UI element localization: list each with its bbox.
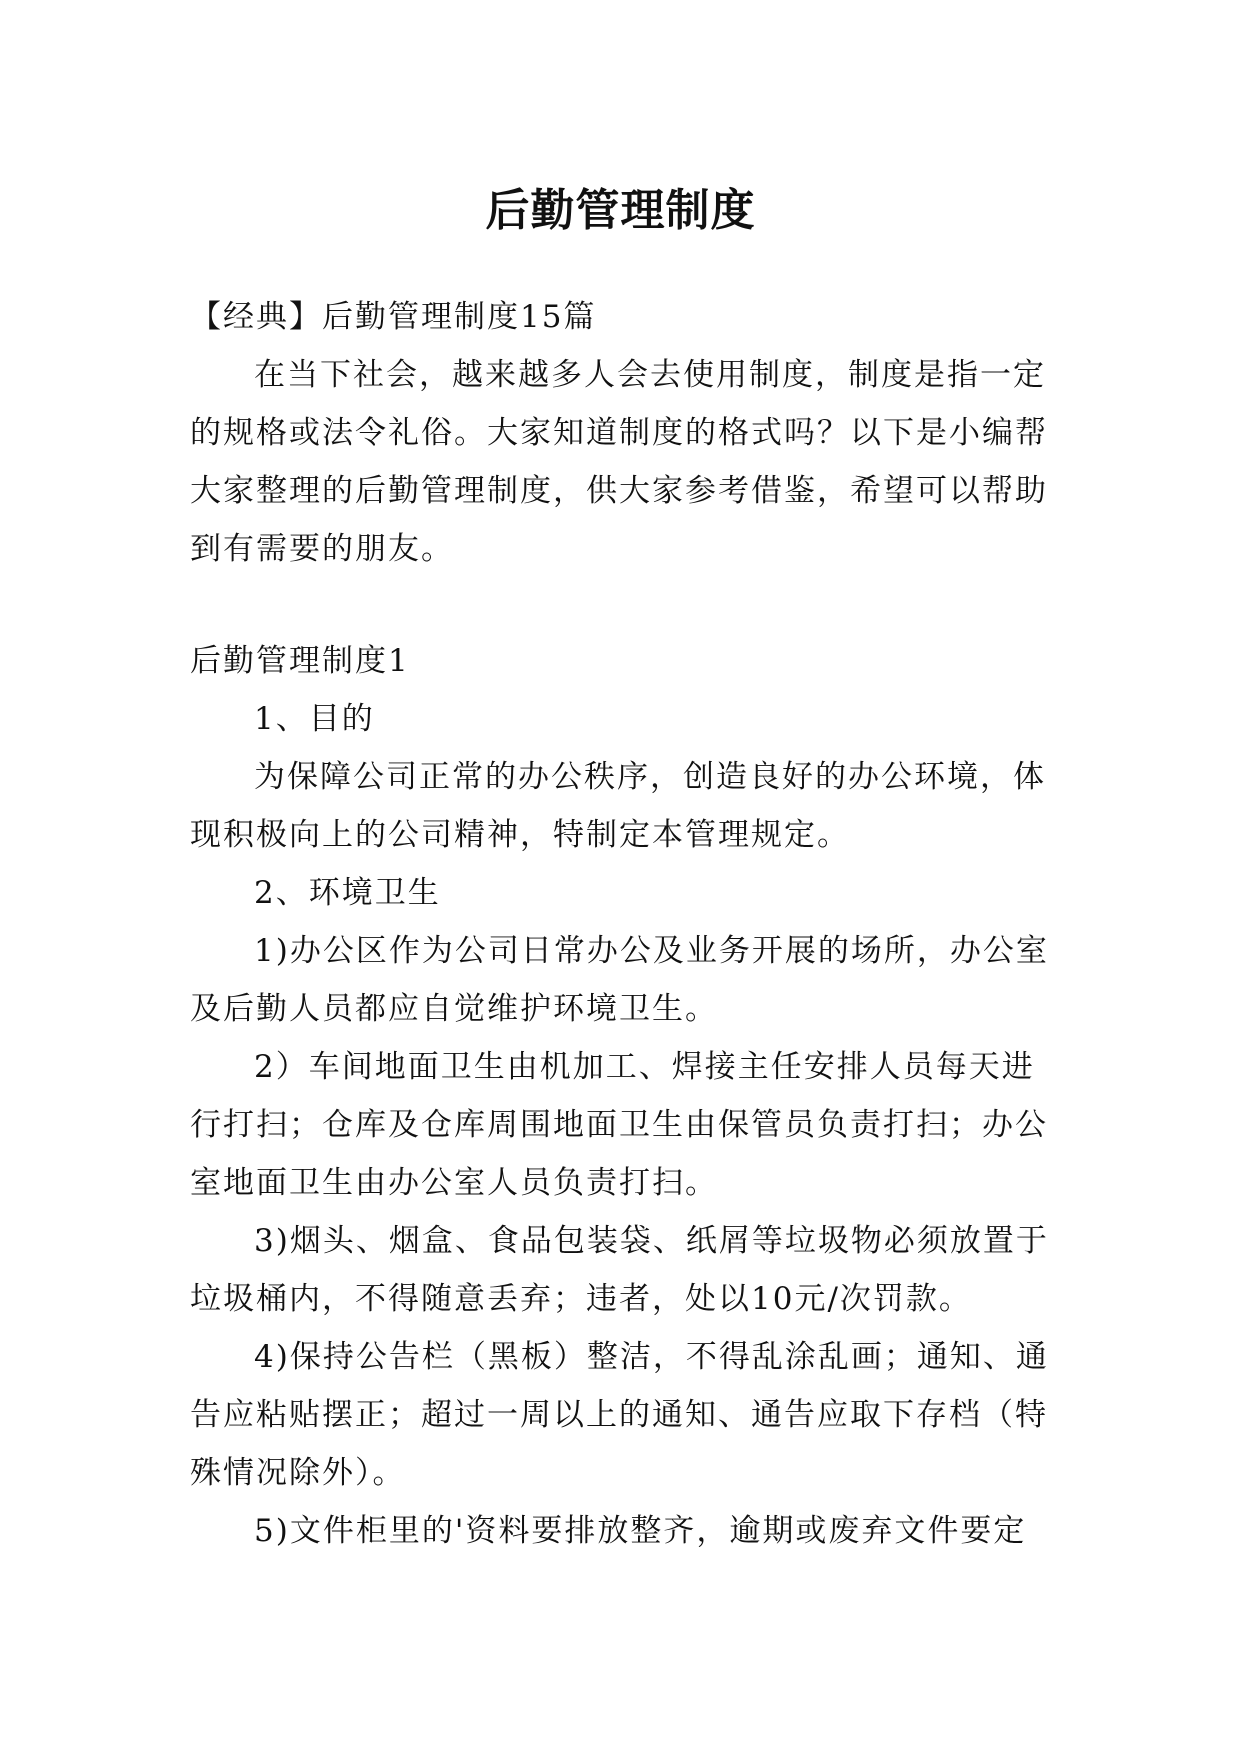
rule-2-paragraph: 2）车间地面卫生由机加工、焊接主任安排人员每天进行打扫；仓库及仓库周围地面卫生由保管员负责打扫；办公室地面卫生由办公室人员负责打扫。 bbox=[190, 1049, 1048, 1201]
section-title: 后勤管理制度1 bbox=[190, 643, 410, 679]
document-title: 后勤管理制度 bbox=[485, 185, 756, 237]
item-2-heading: 2、环境卫生 bbox=[254, 875, 441, 911]
document-body bbox=[190, 288, 1050, 1560]
item-1-heading: 1、目的 bbox=[254, 701, 375, 737]
rule-5-paragraph: 5)文件柜里的'资料要排放整齐，逾期或废弃文件要定 bbox=[254, 1513, 1027, 1549]
rule-4-paragraph: 4)保持公告栏（黑板）整洁，不得乱涂乱画；通知、通告应粘贴摆正；超过一周以上的通知、通告应取下存档（特殊情况除外）。 bbox=[190, 1339, 1049, 1491]
rule-3-paragraph: 3)烟头、烟盒、食品包装袋、纸屑等垃圾物必须放置于垃圾桶内，不得随意丢弃；违者，处以10元/次罚款。 bbox=[190, 1223, 1049, 1317]
document-subtitle: 【经典】后勤管理制度15篇 bbox=[190, 299, 597, 335]
item-1-paragraph: 为保障公司正常的办公秩序，创造良好的办公环境，体现积极向上的公司精神，特制定本管理规定。 bbox=[190, 759, 1046, 853]
rule-1-paragraph: 1)办公区作为公司日常办公及业务开展的场所，办公室及后勤人员都应自觉维护环境卫生。 bbox=[190, 933, 1049, 1027]
intro-paragraph: 在当下社会，越来越多人会去使用制度，制度是指一定的规格或法令礼俗。大家知道制度的格式吗？以下是小编帮大家整理的后勤管理制度，供大家参考借鉴，希望可以帮助到有需要的朋友。 bbox=[190, 357, 1048, 567]
